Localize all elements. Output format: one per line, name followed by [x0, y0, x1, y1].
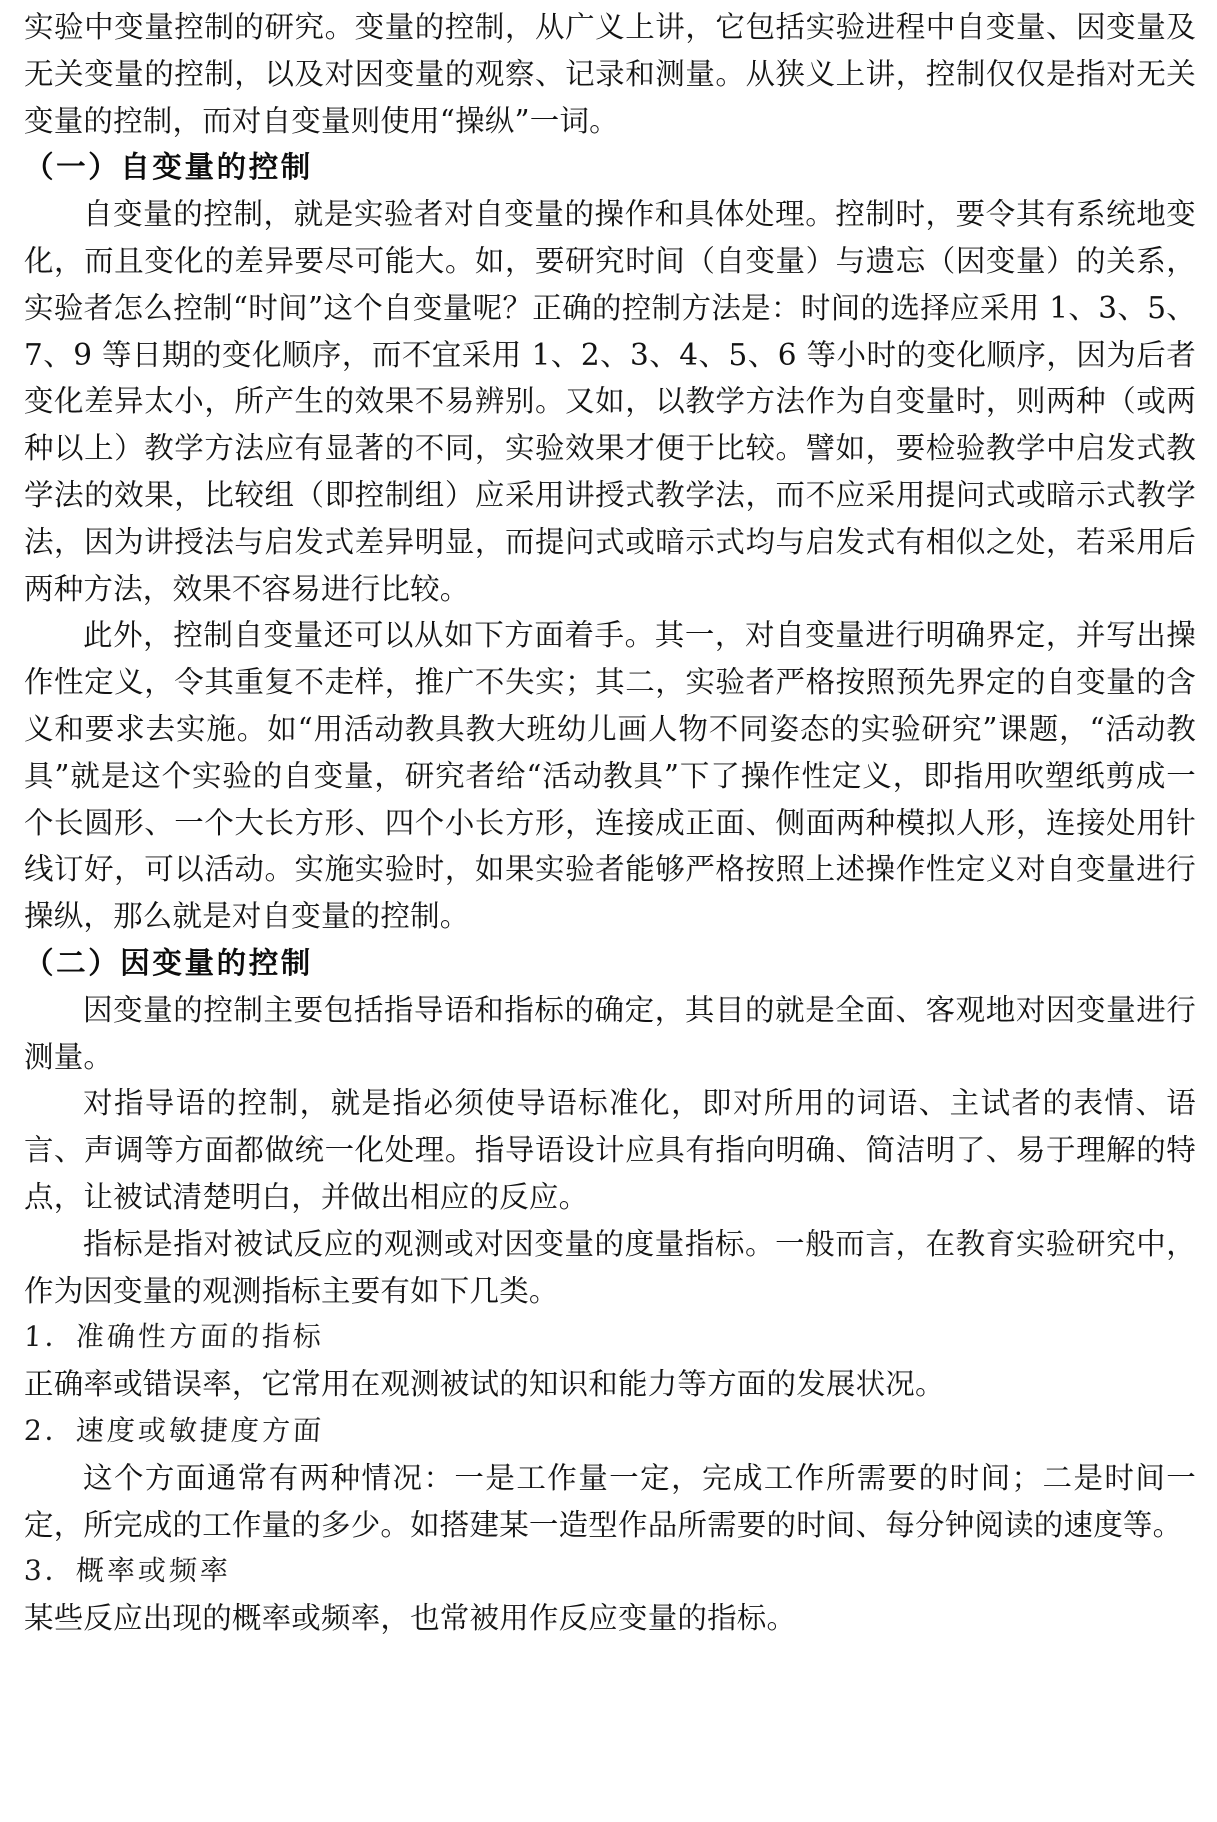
sub-heading-accuracy-indicators: 1．准确性方面的指标 — [23, 1320, 325, 1354]
paragraph-probability-frequency-body: 某些反应出现的概率或频率，也常被用作反应变量的指标。 — [24, 1601, 797, 1636]
sub-heading-speed-agility: 2．速度或敏捷度方面 — [23, 1413, 325, 1447]
paragraph-instruction-control: 对指导语的控制，就是指必须使导语标准化，即对所用的词语、主试者的表情、语言、声调等方面都做统一化处理。指导语设计应具有指向明确、简洁明了、易于理解的特点，让被试清楚明白，并做出相应的反应。 — [24, 1086, 1196, 1214]
paragraph-indicator-definition: 指标是指对被试反应的观测或对因变量的度量指标。一般而言，在教育实验研究中，作为因变量的观测指标主要有如下几类。 — [24, 1226, 1196, 1308]
paragraph-intro: 实验中变量控制的研究。变量的控制，从广义上讲，它包括实验进程中自变量、因变量及无关变量的控制，以及对因变量的观察、记录和测量。从狭义上讲，控制仅仅是指对无关变量的控制，而对自变量则使用“操纵”一词。 — [24, 10, 1196, 138]
paragraph-independent-variable-1: 自变量的控制，就是实验者对自变量的操作和具体处理。控制时，要令其有系统地变化，而且变化的差异要尽可能大。如，要研究时间（自变量）与遗忘（因变量）的关系，实验者怎么控制“时间”这个自变量呢？正确的控制方法是：时间的选择应采用 1、3、5、7、9 等日期的变化顺序，而不宜采用 1、2、3、4、5、6 等小时的变化顺序，因为后者变化差异太小，所产生的效果不易辨别。又如，以教学方法作为自变量时，则两种（或两种以上）教学方法应有显著的不同，实验效果才便于比较。譬如，要检验教学中启发式教学法的效果，比较组（即控制组）应采用讲授式教学法，而不应采用提问式或暗示式教学法，因为讲授法与启发式差异明显，而提问式或暗示式均与启发式有相似之处，若采用后两种方法，效果不容易进行比较。 — [24, 197, 1196, 606]
paragraph-dependent-variable-1: 因变量的控制主要包括指导语和指标的确定，其目的就是全面、客观地对因变量进行测量。 — [24, 992, 1196, 1074]
page-text-column — [24, 0, 1196, 1642]
paragraph-speed-agility-body: 这个方面通常有两种情况：一是工作量一定，完成工作所需要的时间；二是时间一定，所完成的工作量的多少。如搭建某一造型作品所需要的时间、每分钟阅读的速度等。 — [24, 1460, 1196, 1542]
sub-heading-probability-frequency: 3．概率或频率 — [23, 1554, 232, 1588]
section-heading-dependent-variable-control: （二）因变量的控制 — [24, 944, 313, 980]
paragraph-accuracy-indicators-body: 正确率或错误率，它常用在观测被试的知识和能力等方面的发展状况。 — [24, 1367, 945, 1402]
section-heading-independent-variable-control: （一）自变量的控制 — [24, 149, 313, 185]
paragraph-independent-variable-2: 此外，控制自变量还可以从如下方面着手。其一，对自变量进行明确界定，并写出操作性定义，令其重复不走样，推广不失实；其二，实验者严格按照预先界定的自变量的含义和要求去实施。如“用活动教具教大班幼儿画人物不同姿态的实验研究”课题，“活动教具”就是这个实验的自变量，研究者给“活动教具”下了操作性定义，即指用吹塑纸剪成一个长圆形、一个大长方形、四个小长方形，连接成正面、侧面两种模拟人形，连接处用针线订好，可以活动。实施实验时，如果实验者能够严格按照上述操作性定义对自变量进行操纵，那么就是对自变量的控制。 — [24, 618, 1196, 934]
